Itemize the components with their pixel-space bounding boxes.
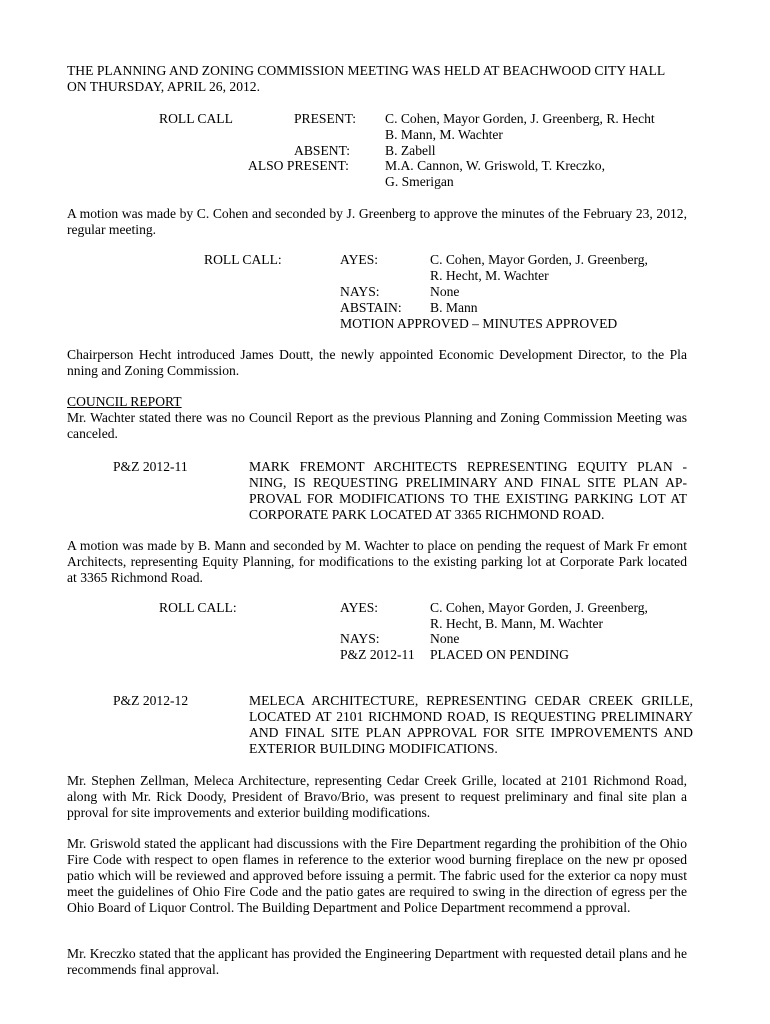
council-report-paragraph: Mr. Wachter stated there was no Council Report as the previous Planning and Zoning Commission Meeting was canceled. (67, 410, 687, 441)
introduction-paragraph: Chairperson Hecht introduced James Doutt, the newly appointed Economic Development Director, to the Pla nning and Zoning Commission. (67, 347, 687, 378)
minutes-roll-call-label: ROLL CALL: (204, 252, 282, 267)
minutes-motion-paragraph: A motion was made by C. Cohen and seconded by J. Greenberg to approve the minutes of the February 23, 2012, regular meeting. (67, 206, 687, 237)
attendance-roll-call-label: ROLL CALL (159, 111, 233, 126)
case-2012-11-ayes-names-2: R. Hecht, B. Mann, M. Wachter (430, 616, 604, 631)
case-2012-12-number: P&Z 2012-12 (113, 693, 189, 708)
minutes-nays-label: NAYS: (340, 284, 380, 299)
case-2012-11-result: PLACED ON PENDING (430, 647, 569, 662)
absent-names: B. Zabell (385, 143, 436, 158)
minutes-abstain-label: ABSTAIN: (340, 300, 402, 315)
case-2012-11-motion-paragraph: A motion was made by B. Mann and seconded by M. Wachter to place on pending the request of Mark Fr emont Architects, representing Equity Planning, for modifications to the existing parking lot at Corporate Park located at 3365 Richmond Road. (67, 538, 687, 585)
also-present-names-2: G. Smerigan (385, 174, 454, 189)
case-2012-12-paragraph-3: Mr. Kreczko stated that the applicant has provided the Engineering Department with requested detail plans and he recommends final approval. (67, 946, 687, 977)
minutes-motion-result: MOTION APPROVED – MINUTES APPROVED (340, 316, 618, 331)
present-label: PRESENT: (294, 111, 357, 126)
minutes-ayes-label: AYES: (340, 252, 379, 267)
minutes-ayes-names-2: R. Hecht, M. Wachter (430, 268, 549, 283)
also-present-names-1: M.A. Cannon, W. Griswold, T. Kreczko, (385, 158, 605, 173)
case-2012-12-paragraph-2: Mr. Griswold stated the applicant had discussions with the Fire Department regarding the prohibition of the Ohio Fire Code with respect to open flames in reference to the exterior wood burning fireplace on the new pr oposed patio which will be reviewed and approved before issuing a permit. The fabric used for the exterior ca nopy must meet the guidelines of Ohio Fire Code and the patio gates are required to swing in the direction of egress per the Ohio Board of Liquor Control. The Building Department and Police Department recommend a pproval. (67, 836, 687, 915)
case-2012-11-nays-value: None (430, 631, 460, 646)
meeting-header-line-1: THE PLANNING AND ZONING COMMISSION MEETING WAS HELD AT BEACHWOOD CITY HALL (67, 63, 666, 78)
case-2012-11-description: MARK FREMONT ARCHITECTS REPRESENTING EQUITY PLAN - NING, IS REQUESTING PRELIMINARY AND FINAL SITE PLAN AP- PROVAL FOR MODIFICATIONS TO THE EXISTING PARKING LOT AT CORPORATE PARK LOCATED AT 3365 RICHMOND ROAD. (249, 459, 687, 522)
minutes-nays-value: None (430, 284, 460, 299)
also-present-label: ALSO PRESENT: (248, 158, 349, 173)
case-2012-11-nays-label: NAYS: (340, 631, 380, 646)
minutes-abstain-value: B. Mann (430, 300, 478, 315)
meeting-header-line-2: ON THURSDAY, APRIL 26, 2012. (67, 79, 260, 94)
case-2012-11-ayes-names-1: C. Cohen, Mayor Gorden, J. Greenberg, (430, 600, 648, 615)
council-report-heading: COUNCIL REPORT (67, 394, 182, 409)
case-2012-12-description: MELECA ARCHITECTURE, REPRESENTING CEDAR CREEK GRILLE, LOCATED AT 2101 RICHMOND ROAD, IS REQUESTING PRELIMINARY AND FINAL SITE PLAN APPROVAL FOR SITE IMPROVEMENTS AND EXTERIOR BUILDING MODIFICATIONS. (249, 693, 693, 756)
case-2012-11-number: P&Z 2012-11 (113, 459, 188, 474)
present-names-1: C. Cohen, Mayor Gorden, J. Greenberg, R. Hecht (385, 111, 655, 126)
case-2012-11-ayes-label: AYES: (340, 600, 379, 615)
case-2012-11-result-label: P&Z 2012-11 (340, 647, 415, 662)
present-names-2: B. Mann, M. Wachter (385, 127, 503, 142)
minutes-ayes-names-1: C. Cohen, Mayor Gorden, J. Greenberg, (430, 252, 648, 267)
case-2012-12-paragraph-1: Mr. Stephen Zellman, Meleca Architecture, representing Cedar Creek Grille, located at 2101 Richmond Road, along with Mr. Rick Doody, President of Bravo/Brio, was present to request preliminary and final site plan a pproval for site improvements and exterior building modifications. (67, 773, 687, 820)
absent-label: ABSENT: (294, 143, 350, 158)
case-2012-11-roll-call-label: ROLL CALL: (159, 600, 237, 615)
